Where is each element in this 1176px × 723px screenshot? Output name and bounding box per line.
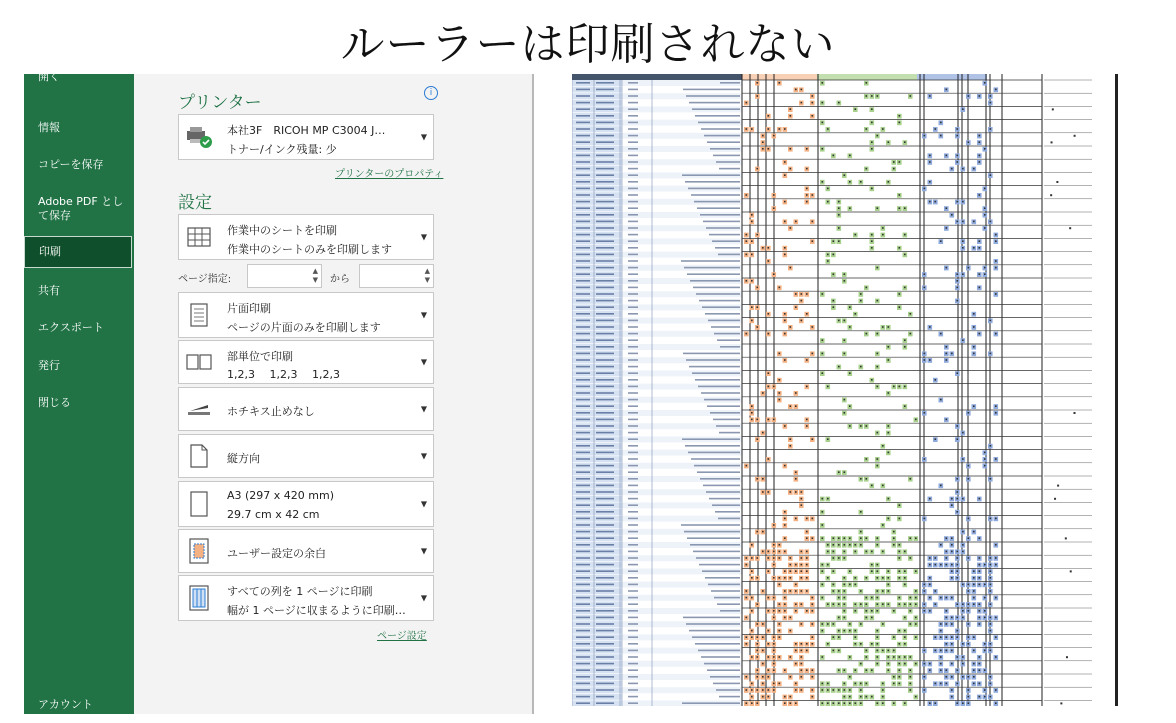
chevron-down-icon: ▼ xyxy=(420,132,427,142)
print-preview-page xyxy=(572,74,1107,706)
collate-dropdown[interactable] xyxy=(178,340,434,384)
preview-divider xyxy=(532,74,534,714)
sidebar-item-open[interactable]: 開く xyxy=(38,70,60,83)
printer-dropdown[interactable] xyxy=(178,114,434,160)
sidebar-item-info[interactable]: 情報 xyxy=(38,121,60,134)
print-settings-panel xyxy=(134,74,479,714)
sidebar-item-share[interactable]: 共有 xyxy=(38,284,60,297)
printer-name: 本社3F RICOH MP C3004 J… xyxy=(227,124,386,137)
preview-scrollbar-edge xyxy=(1115,74,1118,706)
sidebar-item-adobe-pdf[interactable] xyxy=(24,195,132,223)
printer-section-title: プリンター xyxy=(178,93,262,113)
panel-gap xyxy=(479,74,532,714)
chevron-down-icon: ▼ xyxy=(420,404,427,414)
printer-icon xyxy=(185,123,213,151)
from-label: から xyxy=(330,274,350,285)
chevron-down-icon: ▼ xyxy=(420,357,427,367)
settings-section-title: 設定 xyxy=(178,193,212,213)
chevron-down-icon: ▼ xyxy=(420,451,427,461)
sidebar-item-print-label: 印刷 xyxy=(39,245,61,258)
paper-size-dropdown[interactable] xyxy=(178,481,434,527)
paper-size-label: A3 (297 x 420 mm) xyxy=(227,489,335,502)
chevron-down-icon: ▼ xyxy=(420,546,427,556)
chevron-down-icon: ▼ xyxy=(420,593,427,603)
chevron-down-icon: ▼ xyxy=(420,232,427,242)
fit-columns-icon xyxy=(185,584,213,612)
print-preview-sheet xyxy=(572,74,1107,706)
sidebar-item-adobe-pdf-line2: て保存 xyxy=(38,209,71,222)
sidebar-item-adobe-pdf-line1: Adobe PDF とし xyxy=(38,195,124,208)
page-to-input[interactable] xyxy=(359,264,434,288)
sidebar-item-save-copy[interactable]: コピーを保存 xyxy=(38,158,104,171)
spinner-arrows-icon[interactable]: ▲ ▼ xyxy=(424,267,430,284)
scaling-label: すべての列を 1 ページに印刷 xyxy=(227,585,373,598)
chevron-down-icon: ▼ xyxy=(420,310,427,320)
collate-desc: 1,2,3 1,2,3 1,2,3 xyxy=(227,368,340,381)
portrait-page-icon xyxy=(185,442,213,470)
sidebar-item-close[interactable]: 閉じる xyxy=(38,396,71,409)
scaling-desc: 幅が 1 ページに収まるように印刷… xyxy=(227,604,406,617)
sidebar-item-account[interactable]: アカウント xyxy=(38,698,93,711)
paper-size-desc: 29.7 cm x 42 cm xyxy=(227,508,320,521)
backstage-sidebar xyxy=(24,70,134,714)
staple-dropdown[interactable] xyxy=(178,387,434,431)
sides-desc: ページの片面のみを印刷します xyxy=(227,321,381,334)
info-icon[interactable]: i xyxy=(424,86,438,100)
margins-label: ユーザー設定の余白 xyxy=(227,547,326,560)
page-from-input[interactable] xyxy=(247,264,322,288)
print-what-label: 作業中のシートを印刷 xyxy=(227,224,337,237)
paper-size-icon xyxy=(185,490,213,518)
print-what-desc: 作業中のシートのみを印刷します xyxy=(227,243,392,256)
sides-label: 片面印刷 xyxy=(227,302,271,315)
orientation-dropdown[interactable] xyxy=(178,434,434,478)
stapler-icon xyxy=(185,395,213,423)
printer-properties-link[interactable]: プリンターのプロパティ xyxy=(335,169,444,180)
sidebar-item-print[interactable] xyxy=(24,236,132,268)
collate-label: 部単位で印刷 xyxy=(227,350,293,363)
page-setup-link[interactable]: ページ設定 xyxy=(377,631,427,642)
sidebar-item-publish[interactable]: 発行 xyxy=(38,359,60,372)
printer-status: トナー/インク残量: 少 xyxy=(227,143,337,156)
chevron-down-icon: ▼ xyxy=(420,499,427,509)
single-page-icon xyxy=(185,301,213,329)
caption-title: ルーラーは印刷されない xyxy=(340,19,836,70)
print-what-dropdown[interactable] xyxy=(178,214,434,260)
margins-icon xyxy=(185,537,213,565)
sidebar-item-export[interactable]: エクスポート xyxy=(38,321,104,334)
sides-dropdown[interactable] xyxy=(178,292,434,338)
sheet-grid-icon xyxy=(185,223,213,251)
collate-icon xyxy=(185,348,213,376)
pages-label: ページ指定: xyxy=(178,274,232,285)
orientation-label: 縦方向 xyxy=(227,452,260,465)
staple-label: ホチキス止めなし xyxy=(227,405,315,418)
margins-dropdown[interactable] xyxy=(178,529,434,573)
spinner-arrows-icon[interactable]: ▲ ▼ xyxy=(312,267,318,284)
scaling-dropdown[interactable] xyxy=(178,575,434,621)
